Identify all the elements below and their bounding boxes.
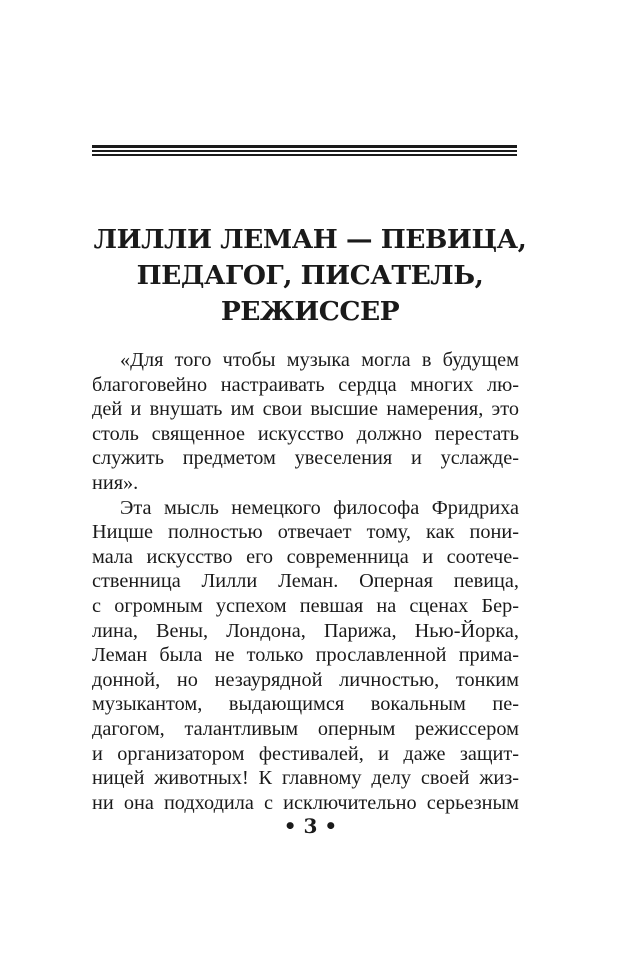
decorative-rule [92, 145, 517, 156]
text-line: лина, Вены, Лондона, Парижа, Нью-Йорка, [92, 619, 519, 642]
text-line: благоговейно настраивать сердца многих лю- [92, 373, 519, 396]
body-text [92, 348, 519, 815]
text-line: с огромным успехом певшая на сценах Бер- [92, 594, 519, 617]
text-line: ственница Лилли Леман. Оперная певица, [92, 570, 519, 593]
page-number: • 3 • [283, 814, 338, 838]
text-line: музыкантом, выдающимся вокальным пе- [92, 693, 519, 716]
chapter-title-line: РЕЖИССЕР [220, 296, 400, 327]
text-line: ния». [92, 471, 139, 494]
text-line: мала искусство его современница и соотече- [92, 545, 519, 568]
text-line: столь священное искусство должно перестать [92, 422, 519, 445]
text-line: Леман была не только прославленной прима- [92, 644, 519, 667]
text-line: и организатором фестивалей, и даже защит- [92, 742, 519, 765]
text-line: ни она подходила с исключительно серьезным [92, 791, 519, 814]
text-line: Эта мысль немецкого философа Фридриха [120, 496, 519, 519]
text-line: ницей животных! К главному делу своей жиз- [92, 767, 519, 790]
text-line: дагогом, талантливым оперным режиссером [92, 717, 519, 740]
text-line: служить предметом увеселения и услажде- [92, 447, 519, 470]
text-line: «Для того чтобы музыка могла в будущем [120, 349, 519, 371]
text-line: Ницше полностью отвечает тому, как пони- [92, 521, 519, 544]
chapter-title [60, 222, 560, 330]
text-line: дей и внушать им свои высшие намерения, это [92, 398, 519, 421]
text-line: донной, но незаурядной личностью, тонким [92, 668, 519, 691]
chapter-title-line: ПЕДАГОГ, ПИСАТЕЛЬ, [136, 260, 484, 291]
chapter-title-line: ЛИЛЛИ ЛЕМАН — ПЕВИЦА, [93, 224, 527, 255]
